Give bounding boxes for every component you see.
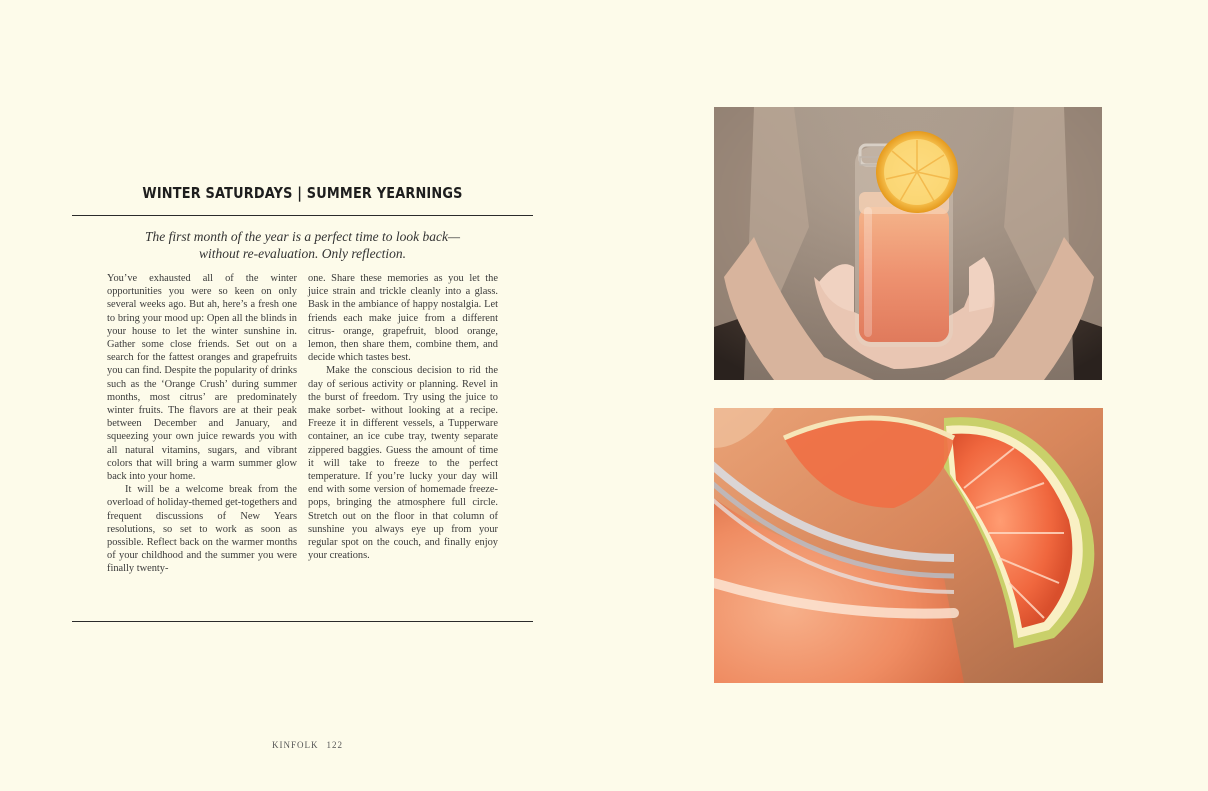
photo-grapefruit-slice-on-jar [714,408,1103,683]
photo-hands-holding-juice-jar [714,107,1102,380]
paragraph: It will be a welcome break from the overload of holiday-themed get-togethers and frequent discussions of New Years resolutions, so set to work as soon as possible. Reflect back on the warmer months of your childhood and the summer you were finally twenty- [107,484,297,575]
paragraph: one. Share these memories as you let the juice strain and trickle cleanly into a glass. Bask in the ambiance of happy nostalgia. Let friends each make juice from a different citrus- orange, grapefruit, blood orange, lemon, then share them, combine them, and decide which tastes best. [308,273,498,364]
text-column-left [107,272,297,576]
footer-divider [72,621,533,622]
page-folio [272,740,351,750]
subtitle-line-1: The first month of the year is a perfect time to look back— [145,229,460,244]
page-number: 122 [326,740,343,750]
subtitle-line-2: without re-evaluation. Only reflection. [198,246,407,261]
article-subtitle [110,228,495,262]
paragraph: You’ve exhausted all of the winter opportunities you were so keen on only several weeks ago. But ah, here’s a fresh one to bring your mood up: Open all the blinds in your house to let the winter sunshine in. Gather some close friends. Set out on a search for the fattest oranges and grapefruits you can find. Despite the popularity of drinks such as the ‘Orange Crush’ during summer months, most citrus’ are predominately winter fruits. The flavors are at their peak between December and January, and squeezing your own juice rewards you with all natural vitamins, sugars, and vibrant colors that will bring a warm summer glow back into your home. [107,273,297,483]
paragraph: Make the conscious decision to rid the day of serious activity or planning. Revel in the burst of freedom. Try using the juice to make sorbet- without looking at a recipe. Freeze it in different vessels, a Tupperware container, an ice cube tray, twenty separate zippered baggies. Guess the amount of time it will take to freeze to the perfect temperature. If you’re lucky your day will end with some version of homemade freeze-pops, bringing the atmosphere full circle. Stretch out on the floor in that column of sunshine you always eye up from your regular spot on the couch, and finally enjoy your creations. [308,365,498,562]
title-divider [72,215,533,216]
article-title: WINTER SATURDAYS | SUMMER YEARNINGS [142,184,463,202]
magazine-name: KINFOLK [272,740,319,750]
text-column-right [308,272,498,562]
